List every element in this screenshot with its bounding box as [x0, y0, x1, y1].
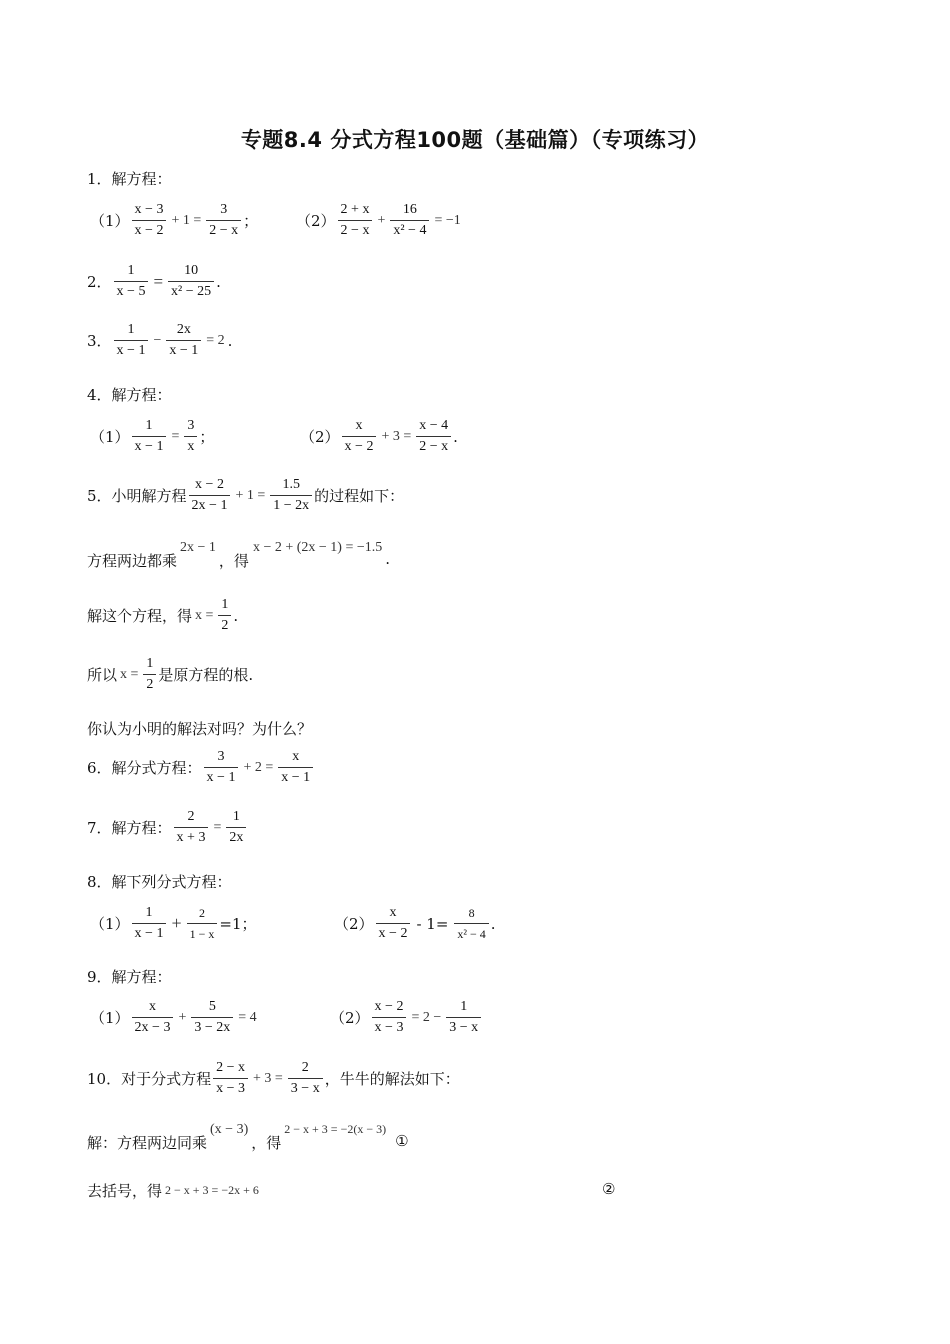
- question-9-part-2: （2） $\frac{x - 2}{x - 3}$ = 2 − $\frac{1}{3 - x}$: [330, 999, 483, 1036]
- fraction: $\frac{2}{1 - x}$: [187, 905, 218, 942]
- fraction: $\frac{2}{x + 3}$: [174, 809, 209, 846]
- fraction: $\frac{1}{x - 1}$: [132, 905, 167, 942]
- fraction: $\frac{x}{2x - 3}$: [132, 999, 174, 1036]
- question-6: 6．解分式方程： $\frac{3}{x - 1}$ + 2 = $\frac{x}{x - 1}$: [87, 749, 315, 786]
- fraction: $\frac{1}{2}$: [143, 656, 156, 693]
- fraction: $\frac{2 - x}{x - 3}$: [213, 1060, 248, 1097]
- fraction: $\frac{x - 2}{x - 3}$: [372, 999, 407, 1036]
- fraction: $\frac{1}{2x}$: [226, 809, 246, 846]
- page-title: 专题8.4 分式方程100题（基础篇）（专项练习）: [240, 128, 710, 152]
- fraction: $\frac{2}{3 - x}$: [288, 1060, 323, 1097]
- question-4-part-2: （2） $\frac{x}{x - 2}$ + 3 = $\frac{x - 4}{2 - x}$ .: [300, 418, 458, 454]
- fraction: $\frac{x}{x - 2}$: [376, 905, 411, 942]
- fraction: $\frac{1}{x - 1}$: [132, 418, 167, 455]
- fraction: $\frac{1}{2}$: [218, 597, 231, 634]
- question-1-part-2: （2） $\frac{2 + x}{2 - x}$ + $\frac{16}{\text{x² − 4}}$ = −1: [296, 202, 461, 238]
- fraction: $\frac{1}{x - 1}$: [114, 322, 149, 359]
- question-8-part-1: （1） $\frac{1}{x - 1}$ + $\frac{2}{1 - x}$ =1；: [90, 905, 257, 941]
- question-3: 3． $\frac{1}{x - 1}$ − $\frac{2x}{x - 1}$ = 2 .: [87, 322, 233, 358]
- fraction: $\frac{x - 2}{2x - 1}$: [189, 477, 231, 514]
- question-5-step-4: 你认为小明的解法对吗？为什么？: [87, 720, 313, 738]
- question-5-step-1: 方程两边都乘 2x − 1 ，得 x − 2 + (2x − 1) = −1.5 .: [87, 540, 391, 570]
- question-5: 5．小明解方程 $\frac{x - 2}{2x - 1}$ + 1 = $\frac{1.5}{1 - 2x}$ 的过程如下：: [87, 477, 405, 513]
- fraction: $\frac{1}{3 - x}$: [446, 999, 481, 1036]
- question-5-step-2: 解这个方程，得 x = $\frac{1}{2}$ .: [87, 597, 239, 633]
- fraction: $\frac{x - 3}{x - 2}$: [132, 202, 167, 239]
- question-7: 7．解方程： $\frac{2}{x + 3}$ = $\frac{1}{2x}$: [87, 809, 248, 846]
- fraction: $\frac{x}{x - 1}$: [278, 749, 313, 786]
- fraction: $\frac{x - 4}{2 - x}$: [416, 418, 451, 455]
- fraction: $\frac{10}{\text{x² − 25}}$: [168, 263, 214, 300]
- fraction: $\frac{3}{x - 1}$: [204, 749, 239, 786]
- question-9-label: 9．解方程：: [87, 968, 172, 986]
- fraction: $\frac{16}{\text{x² − 4}}$: [390, 202, 429, 239]
- question-4-part-1: （1） $\frac{1}{x - 1}$ = $\frac{3}{x}$ ；: [90, 418, 215, 454]
- fraction: $\frac{1}{x - 5}$: [114, 263, 149, 300]
- fraction: $\frac{5}{3 - 2x}$: [191, 999, 233, 1036]
- question-5-step-3: 所以 x = $\frac{1}{2}$ 是原方程的根.: [87, 656, 254, 692]
- question-4-label: 4．解方程：: [87, 386, 172, 404]
- question-10: 10．对于分式方程 $\frac{2 - x}{x - 3}$ + 3 = $\frac{2}{3 - x}$ ，牛牛的解法如下：: [87, 1060, 460, 1096]
- question-1-part-1: （1） $\frac{x - 3}{x - 2}$ + 1 = $\frac{3}{2 - x}$ ；: [90, 202, 259, 238]
- fraction: $\frac{8}{\text{x² − 4}}$: [454, 905, 488, 942]
- question-1-label: 1．解方程：: [87, 170, 172, 188]
- fraction: $\frac{2 + x}{2 - x}$: [338, 202, 373, 239]
- fraction: $\frac{3}{2 - x}$: [206, 202, 241, 239]
- question-10-step-2-mark: ②: [602, 1180, 616, 1198]
- question-8-label: 8．解下列分式方程：: [87, 873, 232, 891]
- question-2: 2． $\frac{1}{x - 5}$ = $\frac{10}{\text{x² − 25}}$ .: [87, 263, 221, 299]
- question-10-step-2: 去括号，得 2 − x + 3 = −2x + 6: [87, 1182, 259, 1200]
- fraction: $\frac{2x}{x - 1}$: [166, 322, 201, 359]
- question-10-step-1: 解：方程两边同乘 (x − 3) ，得 2 − x + 3 = −2(x − 3) ①: [87, 1122, 409, 1152]
- fraction: $\frac{x}{x - 2}$: [342, 418, 377, 455]
- question-9-part-1: （1） $\frac{x}{2x - 3}$ + $\frac{5}{3 - 2x}$ = 4: [90, 999, 257, 1035]
- fraction: $\frac{3}{x}$: [184, 418, 197, 455]
- question-8-part-2: （2） $\frac{x}{x - 2}$ - 1= $\frac{8}{\text{x² − 4}}$ .: [334, 905, 496, 941]
- fraction: $\frac{1.5}{1 - 2x}$: [270, 477, 312, 514]
